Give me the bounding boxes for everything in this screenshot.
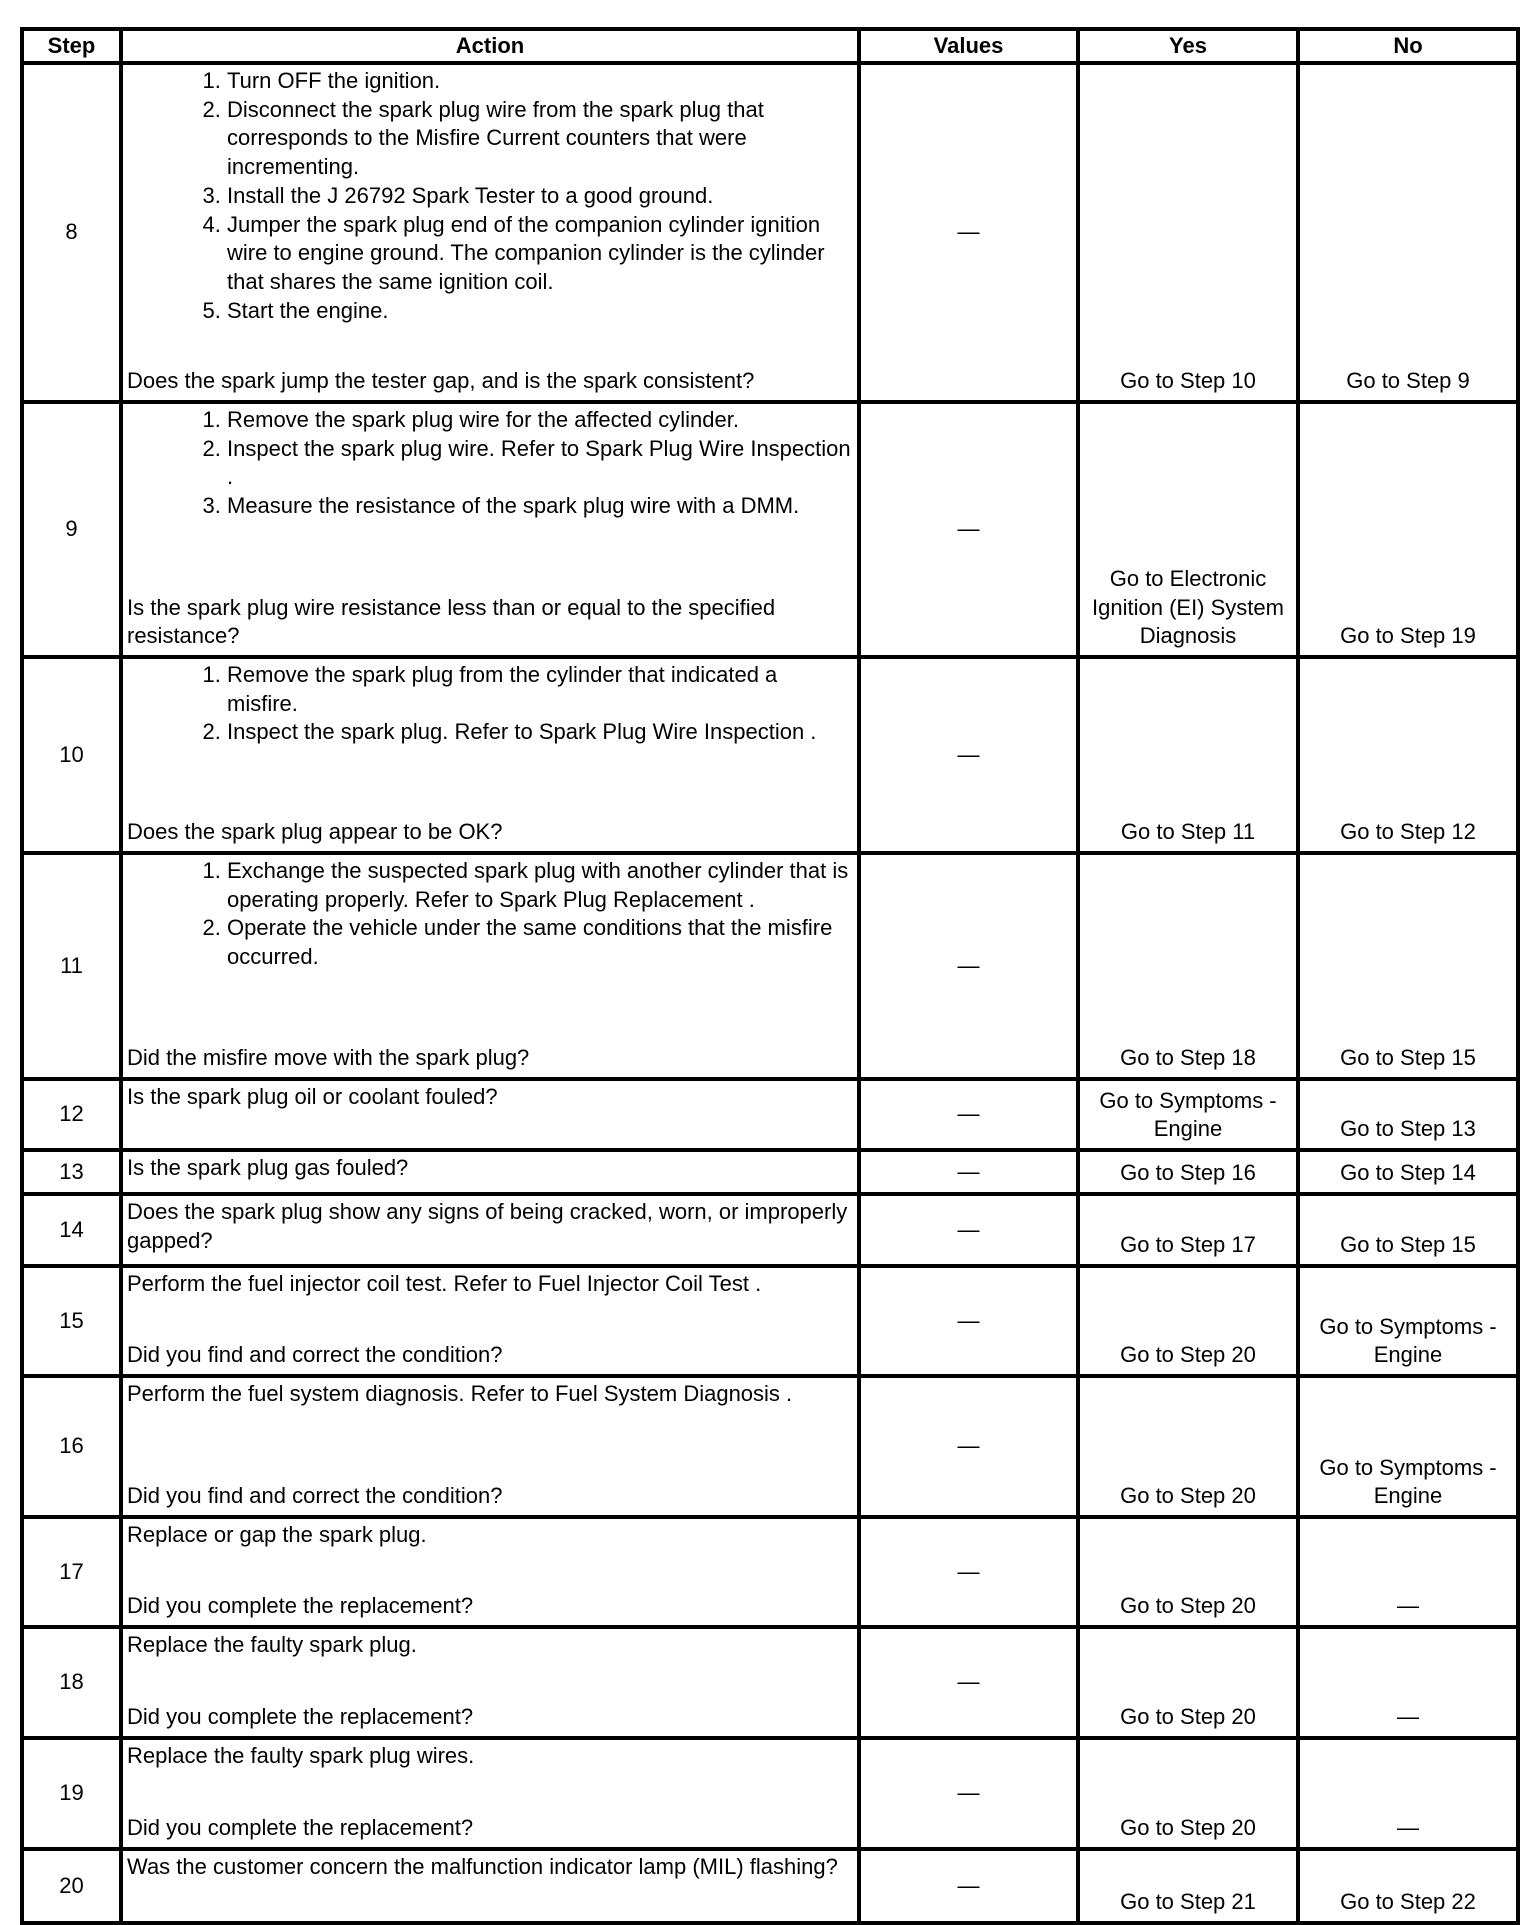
- values-cell: —: [859, 1376, 1078, 1517]
- action-step: 4. Jumper the spark plug end of the companion cylinder ignition wire to engine ground. The companion cylinder is the cylinder that shares the same ignition coil.: [227, 211, 853, 297]
- header-yes: Yes: [1078, 29, 1298, 63]
- action-content: [127, 1270, 853, 1370]
- action-content: [127, 1853, 853, 1917]
- action-steps: [127, 661, 853, 747]
- action-text: Replace or gap the spark plug.: [127, 1522, 427, 1547]
- action-cell: [121, 63, 859, 402]
- action-question: Did you find and correct the condition?: [127, 1342, 503, 1368]
- table-row: [22, 657, 1518, 853]
- action-content: [127, 67, 853, 396]
- action-instructions: [127, 1083, 853, 1112]
- action-text: Perform the fuel injector coil test. Refer to Fuel Injector Coil Test .: [127, 1271, 762, 1296]
- action-text: Is the spark plug oil or coolant fouled?: [127, 1084, 498, 1109]
- action-question: Is the spark plug wire resistance less than or equal to the specified resistance?: [127, 594, 776, 649]
- step-number: 14: [22, 1194, 121, 1266]
- yes-cell[interactable]: Go to Step 11: [1078, 657, 1298, 853]
- action-text: Does the spark plug show any signs of being cracked, worn, or improperly gapped?: [127, 1199, 848, 1253]
- action-steps: [127, 67, 853, 325]
- yes-cell[interactable]: Go to Step 20: [1078, 1738, 1298, 1849]
- action-question: Did you find and correct the condition?: [127, 1483, 503, 1509]
- action-content: [127, 1742, 853, 1843]
- yes-cell[interactable]: Go to Step 21: [1078, 1849, 1298, 1923]
- action-cell: [121, 1376, 859, 1517]
- table-row: [22, 1266, 1518, 1376]
- diagnostic-table: [20, 27, 1520, 1925]
- action-text: Is the spark plug gas fouled?: [127, 1155, 409, 1180]
- yes-cell[interactable]: Go to Symptoms - Engine: [1078, 1079, 1298, 1150]
- no-cell[interactable]: Go to Step 14: [1298, 1150, 1518, 1194]
- values-cell: —: [859, 1266, 1078, 1376]
- action-instructions: [127, 1154, 853, 1183]
- values-cell: —: [859, 1079, 1078, 1150]
- action-text: Replace the faulty spark plug wires.: [127, 1743, 475, 1768]
- action-content: [127, 1083, 853, 1144]
- action-content: [127, 1521, 853, 1621]
- action-text: Was the customer concern the malfunction indicator lamp (MIL) flashing?: [127, 1854, 838, 1879]
- no-cell[interactable]: Go to Step 13: [1298, 1079, 1518, 1150]
- values-cell: —: [859, 1194, 1078, 1266]
- action-cell: [121, 1849, 859, 1923]
- action-instructions: [127, 1270, 853, 1299]
- yes-cell[interactable]: Go to Step 16: [1078, 1150, 1298, 1194]
- yes-cell[interactable]: Go to Step 10: [1078, 63, 1298, 402]
- no-cell[interactable]: Go to Step 12: [1298, 657, 1518, 853]
- action-content: [127, 1154, 853, 1188]
- action-text: Perform the fuel system diagnosis. Refer to Fuel System Diagnosis .: [127, 1381, 793, 1406]
- action-step: 3. Install the J 26792 Spark Tester to a good ground.: [227, 182, 853, 211]
- action-instructions: [127, 406, 853, 521]
- table-row: [22, 1517, 1518, 1627]
- action-question: Did the misfire move with the spark plug?: [127, 1045, 530, 1071]
- table-body: [22, 63, 1518, 1923]
- action-instructions: [127, 1631, 853, 1660]
- table-row: [22, 1150, 1518, 1194]
- table-row: [22, 1194, 1518, 1266]
- yes-cell[interactable]: Go to Step 20: [1078, 1627, 1298, 1738]
- header-step: Step: [22, 29, 121, 63]
- step-number: 19: [22, 1738, 121, 1849]
- no-cell[interactable]: —: [1298, 1738, 1518, 1849]
- action-content: [127, 857, 853, 1073]
- action-content: [127, 1631, 853, 1732]
- step-number: 12: [22, 1079, 121, 1150]
- step-number: 8: [22, 63, 121, 402]
- action-cell: [121, 402, 859, 657]
- action-cell: [121, 1266, 859, 1376]
- action-question: Did you complete the replacement?: [127, 1704, 474, 1730]
- action-question: Did you complete the replacement?: [127, 1593, 474, 1619]
- no-cell[interactable]: Go to Symptoms - Engine: [1298, 1376, 1518, 1517]
- action-step: 3. Measure the resistance of the spark plug wire with a DMM.: [227, 492, 853, 521]
- action-step: 2. Disconnect the spark plug wire from the spark plug that corresponds to the Misfire Current counters that were incrementing.: [227, 96, 853, 182]
- action-cell: [121, 1738, 859, 1849]
- values-cell: —: [859, 657, 1078, 853]
- action-cell: [121, 1517, 859, 1627]
- table-row: [22, 1376, 1518, 1517]
- action-cell: [121, 1194, 859, 1266]
- yes-cell[interactable]: Go to Step 20: [1078, 1266, 1298, 1376]
- values-cell: —: [859, 853, 1078, 1079]
- table-row: [22, 1079, 1518, 1150]
- step-number: 11: [22, 853, 121, 1079]
- values-cell: —: [859, 63, 1078, 402]
- action-question: Does the spark jump the tester gap, and is the spark consistent?: [127, 368, 755, 394]
- header-action: Action: [121, 29, 859, 63]
- action-instructions: [127, 857, 853, 972]
- values-cell: —: [859, 1150, 1078, 1194]
- no-cell[interactable]: Go to Symptoms - Engine: [1298, 1266, 1518, 1376]
- no-cell[interactable]: —: [1298, 1517, 1518, 1627]
- no-cell[interactable]: Go to Step 15: [1298, 1194, 1518, 1266]
- action-instructions: [127, 1198, 853, 1255]
- action-cell: [121, 1150, 859, 1194]
- step-number: 9: [22, 402, 121, 657]
- action-content: [127, 406, 853, 651]
- step-number: 20: [22, 1849, 121, 1923]
- values-cell: —: [859, 1517, 1078, 1627]
- action-content: [127, 661, 853, 847]
- no-cell[interactable]: —: [1298, 1627, 1518, 1738]
- action-instructions: [127, 1853, 853, 1882]
- table-row: [22, 402, 1518, 657]
- action-cell: [121, 1079, 859, 1150]
- values-cell: —: [859, 1849, 1078, 1923]
- table-row: [22, 1849, 1518, 1923]
- yes-cell[interactable]: Go to Electronic Ignition (EI) System Diagnosis: [1078, 402, 1298, 657]
- values-cell: —: [859, 1627, 1078, 1738]
- action-step: 2. Inspect the spark plug wire. Refer to Spark Plug Wire Inspection .: [227, 435, 853, 492]
- action-cell: [121, 853, 859, 1079]
- action-instructions: [127, 1521, 853, 1550]
- action-step: 2. Inspect the spark plug. Refer to Spark Plug Wire Inspection .: [227, 718, 853, 747]
- action-instructions: [127, 1742, 853, 1771]
- yes-cell[interactable]: Go to Step 20: [1078, 1517, 1298, 1627]
- action-content: [127, 1380, 853, 1511]
- action-question: Did you complete the replacement?: [127, 1815, 474, 1841]
- table-row: [22, 1627, 1518, 1738]
- no-cell[interactable]: Go to Step 9: [1298, 63, 1518, 402]
- action-step: 2. Operate the vehicle under the same conditions that the misfire occurred.: [227, 914, 853, 971]
- step-number: 16: [22, 1376, 121, 1517]
- action-cell: [121, 657, 859, 853]
- table-row: [22, 63, 1518, 402]
- action-step: 1. Turn OFF the ignition.: [227, 67, 853, 96]
- header-values: Values: [859, 29, 1078, 63]
- action-step: 5. Start the engine.: [227, 297, 853, 326]
- step-number: 15: [22, 1266, 121, 1376]
- yes-cell[interactable]: Go to Step 18: [1078, 853, 1298, 1079]
- action-question: Does the spark plug appear to be OK?: [127, 819, 503, 845]
- action-step: 1. Remove the spark plug wire for the affected cylinder.: [227, 406, 853, 435]
- table-row: [22, 1738, 1518, 1849]
- header-no: No: [1298, 29, 1518, 63]
- no-cell[interactable]: Go to Step 15: [1298, 853, 1518, 1079]
- step-number: 13: [22, 1150, 121, 1194]
- action-steps: [127, 406, 853, 521]
- values-cell: —: [859, 402, 1078, 657]
- no-cell[interactable]: Go to Step 19: [1298, 402, 1518, 657]
- action-cell: [121, 1627, 859, 1738]
- yes-cell[interactable]: Go to Step 20: [1078, 1376, 1298, 1517]
- action-text: Replace the faulty spark plug.: [127, 1632, 417, 1657]
- step-number: 10: [22, 657, 121, 853]
- yes-cell[interactable]: Go to Step 17: [1078, 1194, 1298, 1266]
- action-steps: [127, 857, 853, 972]
- action-instructions: [127, 661, 853, 747]
- action-content: [127, 1198, 853, 1260]
- action-step: 1. Exchange the suspected spark plug with another cylinder that is operating properly. Refer to Spark Plug Replacement .: [227, 857, 853, 914]
- no-cell[interactable]: Go to Step 22: [1298, 1849, 1518, 1923]
- table-row: [22, 853, 1518, 1079]
- step-number: 18: [22, 1627, 121, 1738]
- values-cell: —: [859, 1738, 1078, 1849]
- step-number: 17: [22, 1517, 121, 1627]
- header-row: [22, 29, 1518, 63]
- action-instructions: [127, 67, 853, 325]
- action-step: 1. Remove the spark plug from the cylinder that indicated a misfire.: [227, 661, 853, 718]
- action-instructions: [127, 1380, 853, 1409]
